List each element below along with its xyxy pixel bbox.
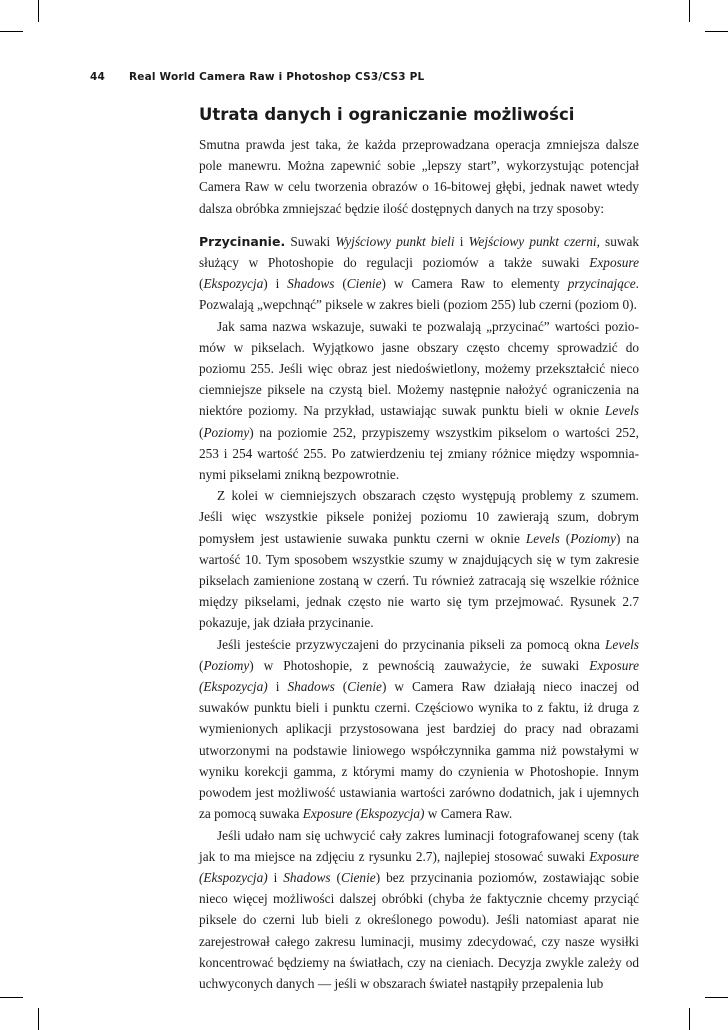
crop-mark-bottom-right-vertical — [689, 1008, 690, 1030]
crop-mark-bottom-left-horizontal — [0, 997, 23, 998]
crop-mark-top-left-vertical — [38, 0, 39, 22]
clipping-paragraph-2: Jak sama nazwa wskazuje, suwaki te pozwalają „przycinać” wartości poziomów w pikselach. Wyjątkowo jasne obszary często chcemy sprowadzić do poziomu 255. Jeśli więc obraz jest niedoświetlony, możemy przekształcić nieco ciemniejsze piksele na czystą biel. Możemy następnie nałożyć ograniczenia na niektóre poziomy. Na przykład, ustawiając suwak punktu bieli w oknie Levels (Poziomy) na poziomie 252, przypiszemy wszystkim pikselom o wartości 252, 253 i 254 wartość 255. Po zatwierdzeniu tej zmiany różnice między wspomnianymi pikselami znikną bezpowrotnie. — [199, 318, 639, 483]
text-column — [199, 104, 639, 994]
running-header — [90, 71, 650, 87]
intro-paragraph: Smutna prawda jest taka, że każda przeprowadzana operacja zmniejsza dalsze pole manewru. Można zapewnić sobie „lepszy start”, wykorzystując potencjał Camera Raw w celu tworzenia obrazów o 16-bitowej głębi, jednak nawet wtedy dalsza obróbka zmniejszać będzie ilość dostępnych danych na trzy sposoby: — [199, 137, 639, 216]
clipping-paragraph-1: Przycinanie. Suwaki Wyjściowy punkt bieli i Wejściowy punkt czerni, suwak służący w Photoshopie do regulacji poziomów a także suwaki Exposure (Ekspozycja) i Shadows (Cienie) w Camera Raw to elementy przycinające. Pozwalają „wepchnąć” piksele w zakres bieli (poziom 255) lub czerni (poziom 0). — [199, 233, 640, 313]
clipping-paragraph-5: Jeśli udało nam się uchwycić cały zakres luminacji fotografowanej sceny (tak jak to ma miejsce na zdjęciu z rysunku 2.7), najlepiej stosować suwaki Exposure (Ekspozycja) i Shadows (Cienie) bez przycinania poziomów, zostawiając sobie nieco więcej możliwości dalszej obróbki (chyba że faktycznie chcemy przyciąć piksele do czerni lub bieli z określonego powodu). Jeśli natomiast aparat nie zarejestrował całego zakresu luminacji, musimy zdecydować, czy nasze wysiłki koncentrować będziemy na światłach, czy na cieniach. Decyzja zwykle zależy od uchwyconych danych — jeśli w obszarach świateł nastąpiły przepalenia lub — [199, 827, 640, 991]
running-title: Real World Camera Raw i Photoshop CS3/CS3 PL — [129, 71, 425, 83]
clipping-paragraph-4: Jeśli jesteście przyzwyczajeni do przycinania pikseli za pomocą okna Levels (Poziomy) w Photoshopie, z pewnością zauważycie, że suwaki Exposure (Ekspozycja) i Shadows (Cienie) w Camera Raw działają nieco inaczej od suwaków punktu bieli i punktu czerni. Częściowo wynika to z faktu, iż druga z wymienionych aplikacji przystosowana jest bardziej do pracy nad obrazami utworzonymi na podstawie liniowego współczynnika gamma niż powstałymi w wyniku korekcji gamma, z którymi mamy do czynienia w Photoshopie. Innym powodem jest możliwość ustawiania wartości zarówno dodatnich, jak i ujemnych za pomocą suwaka Exposure (Ekspozycja) w Camera Raw. — [199, 636, 639, 822]
crop-mark-top-right-horizontal — [705, 31, 728, 32]
page-number: 44 — [90, 71, 106, 83]
section-title: Utrata danych i ograniczanie możliwości — [199, 105, 575, 124]
clipping-paragraph-3: Z kolei w ciemniejszych obszarach często występują problemy z szumem. Jeśli więc wszystkie piksele poniżej poziomu 10 zawierają szum, dobrym pomysłem jest ustawienie suwaka punktu czerni w oknie Levels (Poziomy) na wartość 10. Tym sposobem wszystkie szumy w znajdujących się w tym zakresie pikselach zamienione zostaną w czerń. Tu również zatracają się wszelkie różnice między pikselami, jednak często nie warto się tym przejmować. Rysunek 2.7 pokazuje, jak działa przycinanie. — [199, 488, 639, 631]
crop-mark-bottom-right-horizontal — [705, 997, 728, 998]
crop-mark-top-right-vertical — [689, 0, 690, 22]
clipping-lead-term: Przycinanie. — [199, 233, 286, 249]
crop-mark-top-left-horizontal — [0, 31, 23, 32]
crop-mark-bottom-left-vertical — [38, 1008, 39, 1030]
